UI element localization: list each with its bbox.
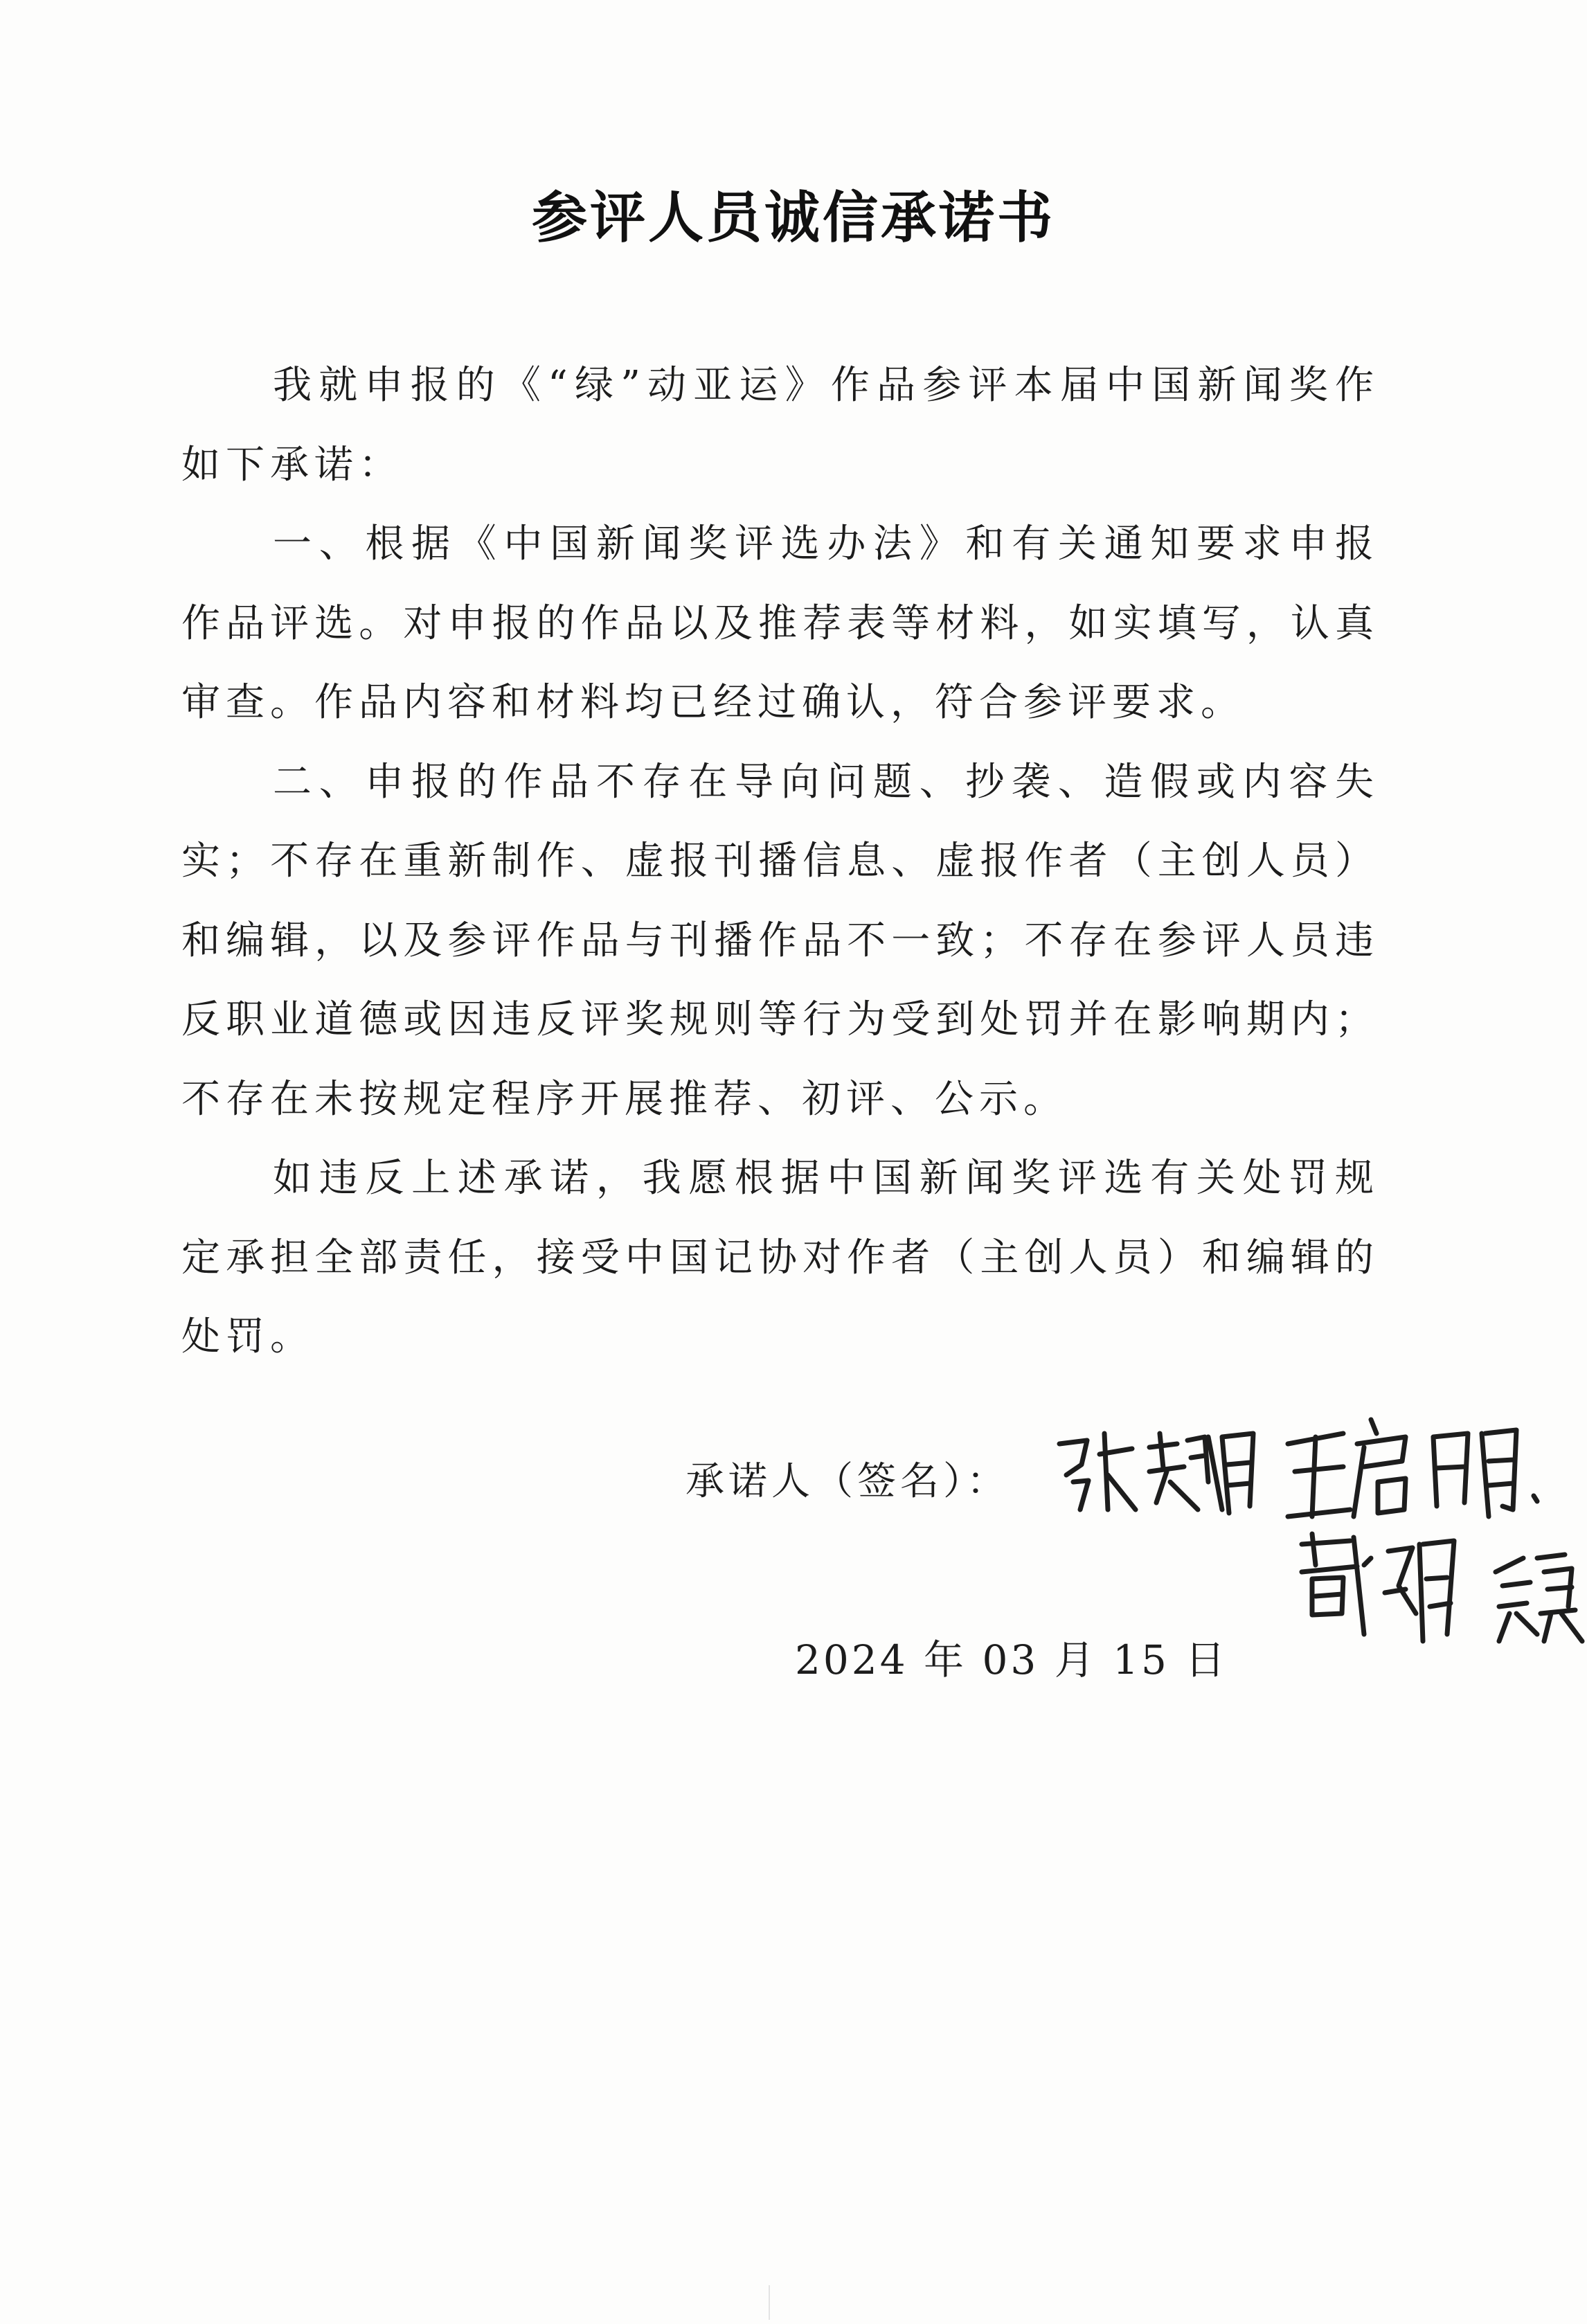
paragraph-one: 一、根据《中国新闻奖评选办法》和有关通知要求申报作品评选。对申报的作品以及推荐表等材料，如实填写，认真审查。作品内容和材料均已经过确认，符合参评要求。 (181, 521, 1379, 725)
document-title: 参评人员诚信承诺书 (532, 186, 1055, 250)
document-date: 2024 年 03 月 15 日 (795, 1636, 1228, 1683)
scan-mark (769, 2285, 770, 2320)
paragraph-closing: 如违反上述承诺，我愿根据中国新闻奖评选有关处罚规定承担全部责任，接受中国记协对作者（主创人员）和编辑的处罚。 (181, 1156, 1379, 1359)
paragraph-intro: 我就申报的《“绿”动亚运》作品参评本届中国新闻奖作如下承诺： (181, 363, 1379, 488)
document-body (181, 346, 1379, 1377)
signature-label: 承诺人（签名）： (685, 1459, 1010, 1504)
paragraph-two: 二、申报的作品不存在导向问题、抄袭、造假或内容失实；不存在重新制作、虚报刊播信息、虚报作者（主创人员）和编辑，以及参评作品与刊播作品不一致；不存在参评人员违反职业道德或因违反评奖规则等行为受到处罚并在影响期内；不存在未按规定程序开展推荐、初评、公示。 (181, 759, 1379, 1122)
